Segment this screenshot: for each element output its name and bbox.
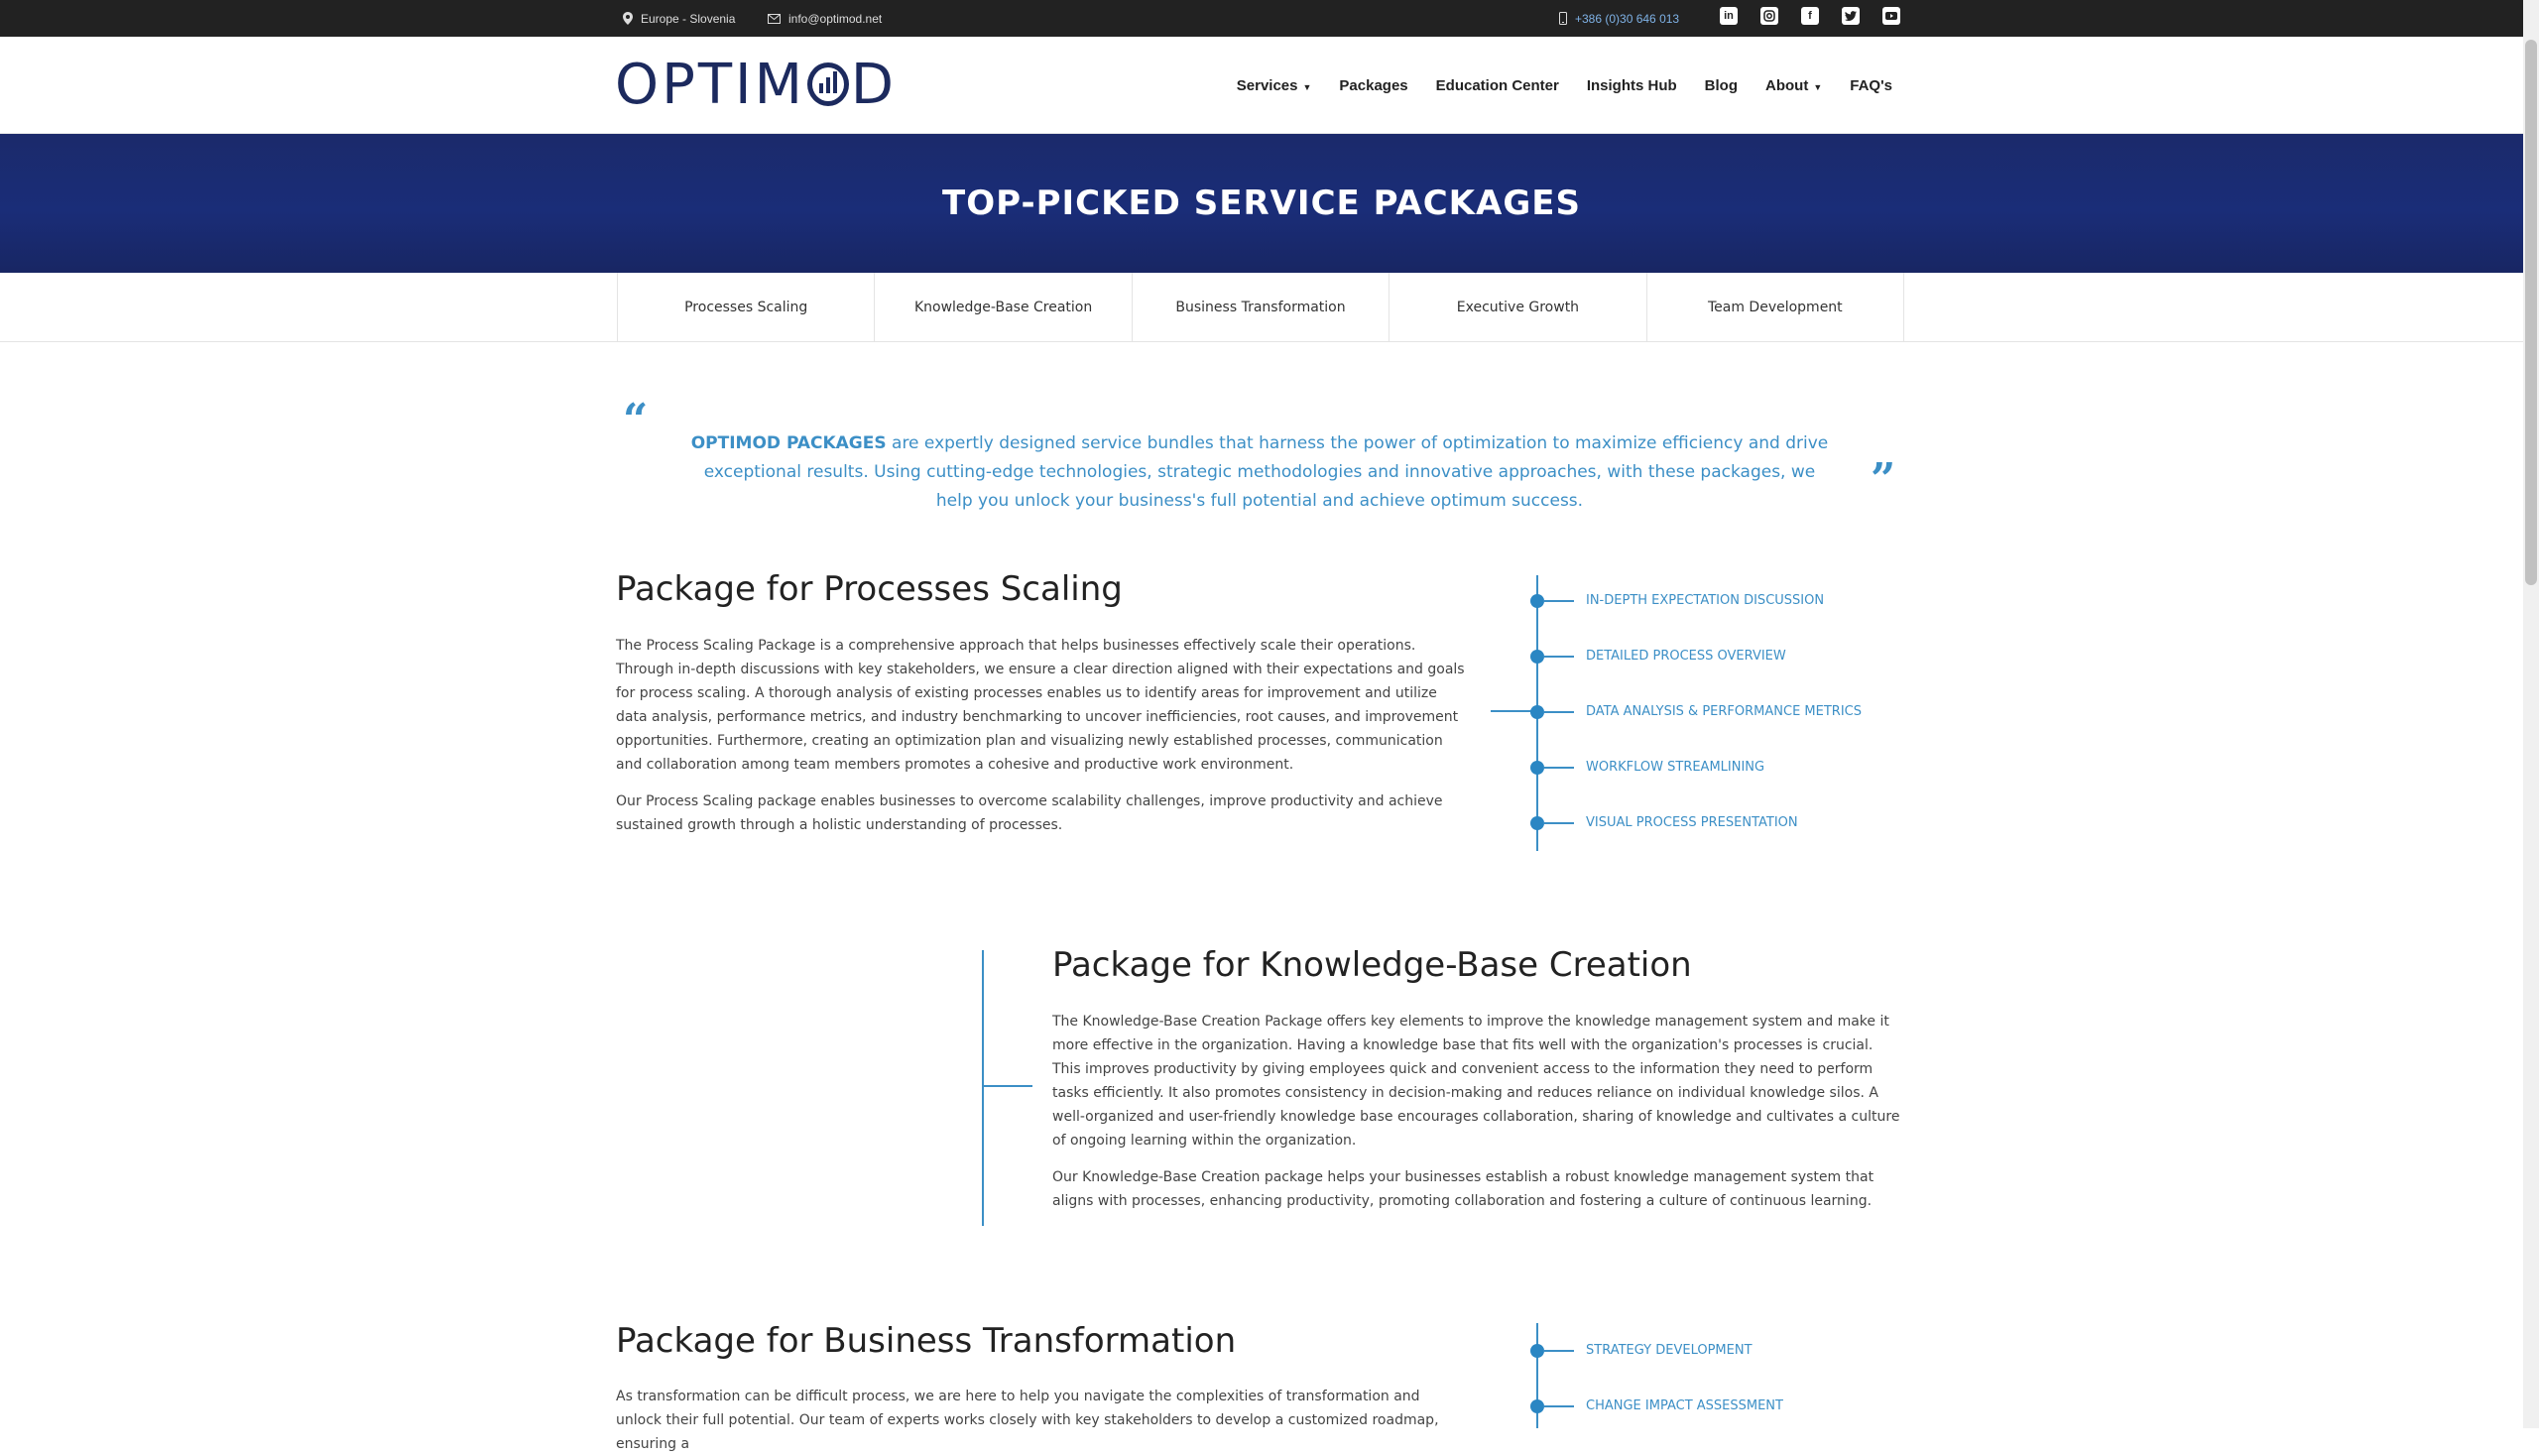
timeline-step bbox=[1530, 815, 1798, 830]
quote-text: are expertly designed service bundles that harness the power of optimization to maximize efficiency and drive exceptional results. Using cutting-edge technologies, strategic methodologies and innovative approaches, with these packages, we help you unlock your business's full potential and achieve optimum success. bbox=[703, 433, 1829, 511]
site-header bbox=[0, 37, 2523, 134]
package-3-title: Package for Business Transformation bbox=[616, 1321, 1237, 1361]
email-link[interactable]: info@optimod.net bbox=[788, 11, 883, 26]
timeline-step bbox=[1530, 704, 1862, 719]
phone-icon bbox=[1559, 12, 1567, 25]
package-2-paragraph-1: The Knowledge-Base Creation Package offers key elements to improve the knowledge management system and make it more effective in the organization. Having a knowledge base that fits well with the organization's processes is crucial. This improves productivity by giving employees quick and convenient access to the information they need to perform tasks efficiently. It also promotes consistency in decision-making and reduces reliance on individual knowledge silos. A well-organized and user-friendly knowledge base encourages collaboration, sharing of knowledge and cultivates a culture of ongoing learning within the organization. bbox=[1052, 1014, 1900, 1149]
tab-executive-growth[interactable]: Executive Growth bbox=[1389, 273, 1645, 342]
step-label: DATA ANALYSIS & PERFORMANCE METRICS bbox=[1586, 704, 1862, 719]
tab-team-development[interactable]: Team Development bbox=[1646, 273, 1904, 342]
optimod-logo[interactable] bbox=[615, 52, 898, 117]
timeline-dot bbox=[1530, 761, 1544, 775]
nav-education-center[interactable]: Education Center bbox=[1435, 76, 1559, 94]
phone-info[interactable] bbox=[1559, 0, 1679, 37]
timeline-branch bbox=[983, 1085, 1032, 1087]
timeline-dot bbox=[1530, 816, 1544, 830]
timeline-dot bbox=[1530, 594, 1544, 608]
scrollbar-thumb[interactable] bbox=[2525, 40, 2537, 585]
step-label: CHANGE IMPACT ASSESSMENT bbox=[1586, 1398, 1783, 1413]
twitter-icon[interactable] bbox=[1842, 7, 1860, 25]
intro-quote bbox=[684, 429, 1835, 516]
page-title: TOP-PICKED SERVICE PACKAGES bbox=[942, 183, 1581, 223]
caret-down-icon: ▼ bbox=[1302, 81, 1312, 92]
logo-text-end: D bbox=[850, 52, 898, 117]
hero-banner bbox=[0, 134, 2523, 273]
quote-brand: OPTIMOD PACKAGES bbox=[690, 433, 887, 453]
phone-link[interactable]: +386 (0)30 646 013 bbox=[1575, 11, 1680, 26]
map-pin-icon bbox=[623, 12, 633, 25]
step-label: WORKFLOW STREAMLINING bbox=[1586, 760, 1765, 775]
nav-services[interactable]: Services ▼ bbox=[1236, 76, 1312, 94]
timeline-step bbox=[1530, 593, 1824, 608]
package-2-paragraph-2: Our Knowledge-Base Creation package helps your businesses establish a robust knowledge management system that aligns with processes, enhancing productivity, promoting collaboration and fostering a culture of continuous learning. bbox=[1052, 1169, 1874, 1209]
timeline-step bbox=[1530, 1398, 1783, 1413]
nav-blog[interactable]: Blog bbox=[1704, 76, 1738, 94]
logo-text: OPTIM bbox=[615, 52, 805, 117]
package-1-paragraph-2: Our Process Scaling package enables businesses to overcome scalability challenges, improve productivity and achieve sustained growth through a holistic understanding of processes. bbox=[616, 793, 1443, 833]
package-1-title: Package for Processes Scaling bbox=[616, 569, 1123, 609]
caret-down-icon: ▼ bbox=[1813, 81, 1823, 92]
page-scrollbar[interactable] bbox=[2523, 0, 2539, 1428]
package-1-paragraph-1: The Process Scaling Package is a comprehensive approach that helps businesses effectively scale their operations. Through in-depth discussions with key stakeholders, we ensure a clear direction aligned with their expectations and goals for process scaling. A thorough analysis of existing processes enables us to identify areas for improvement and utilize data analysis, performance metrics, and industry benchmarking to uncover inefficiencies, root causes, and improvement opportunities. Furthermore, creating an optimization plan and visualizing newly established processes, communication and collaboration among team members promotes a cohesive and productive work environment. bbox=[616, 638, 1465, 773]
timeline-dot bbox=[1530, 1344, 1544, 1358]
step-label: VISUAL PROCESS PRESENTATION bbox=[1586, 815, 1798, 830]
tab-processes-scaling[interactable]: Processes Scaling bbox=[617, 273, 874, 342]
nav-insights-hub[interactable]: Insights Hub bbox=[1586, 76, 1677, 94]
email-info[interactable] bbox=[768, 0, 882, 37]
timeline-step bbox=[1530, 760, 1764, 775]
timeline-step bbox=[1530, 649, 1786, 664]
instagram-icon[interactable] bbox=[1760, 7, 1778, 25]
top-bar bbox=[0, 0, 2523, 37]
timeline-dot bbox=[1530, 650, 1544, 664]
nav-faq[interactable]: FAQ's bbox=[1850, 76, 1892, 94]
step-label: IN-DEPTH EXPECTATION DISCUSSION bbox=[1586, 593, 1825, 608]
timeline-step bbox=[1530, 1343, 1753, 1358]
facebook-icon[interactable]: f bbox=[1801, 7, 1819, 25]
package-3-paragraph-1: As transformation can be difficult process, we are here to help you navigate the complexities of transformation and unlock their full potential. Our team of experts works closely with key stakeholders to develop a customized roadmap, ensuring a bbox=[616, 1389, 1439, 1452]
tab-business-transformation[interactable]: Business Transformation bbox=[1132, 273, 1389, 342]
package-2-title: Package for Knowledge-Base Creation bbox=[1052, 945, 1692, 985]
nav-packages[interactable]: Packages bbox=[1339, 76, 1408, 94]
location-info bbox=[623, 0, 735, 37]
linkedin-icon[interactable]: in bbox=[1720, 7, 1738, 25]
envelope-icon bbox=[768, 14, 781, 24]
timeline-dot bbox=[1530, 705, 1544, 719]
close-quote-icon: ” bbox=[1871, 454, 1896, 505]
tab-knowledge-base-creation[interactable]: Knowledge-Base Creation bbox=[874, 273, 1131, 342]
open-quote-icon: “ bbox=[623, 395, 649, 445]
youtube-icon[interactable] bbox=[1882, 7, 1900, 25]
logo-chart-icon bbox=[807, 62, 849, 106]
package-tabs bbox=[0, 273, 2523, 342]
step-label: DETAILED PROCESS OVERVIEW bbox=[1586, 649, 1786, 664]
timeline-line bbox=[982, 950, 984, 1226]
timeline-dot bbox=[1530, 1399, 1544, 1413]
main-nav bbox=[1237, 37, 1892, 134]
nav-about[interactable]: About ▼ bbox=[1765, 76, 1823, 94]
location-text: Europe - Slovenia bbox=[641, 11, 736, 26]
step-label: STRATEGY DEVELOPMENT bbox=[1586, 1343, 1753, 1358]
